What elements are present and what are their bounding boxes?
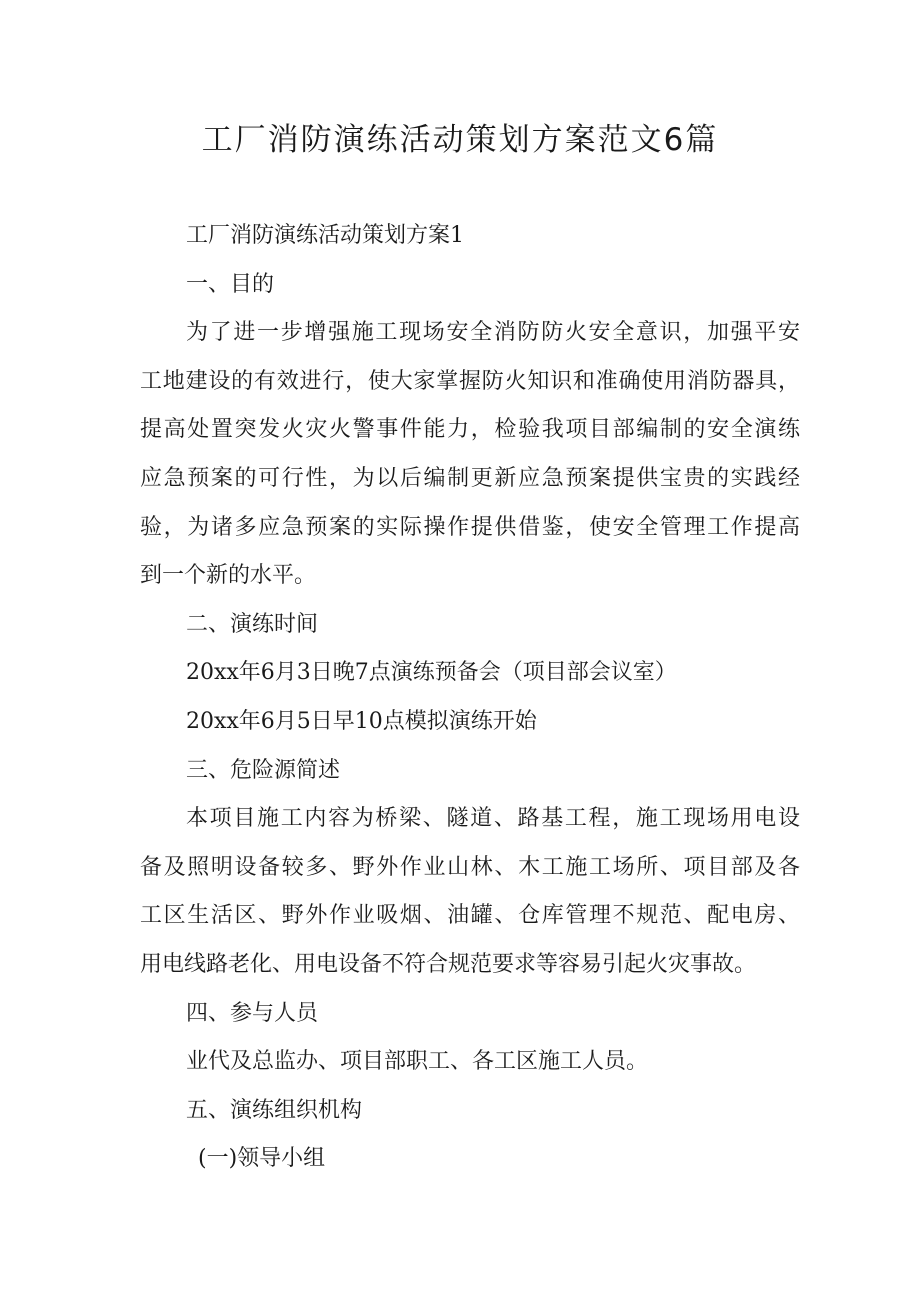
heading-participants: 四、参与人员 (186, 1000, 319, 1026)
paragraph-purpose (140, 309, 800, 601)
subheading-leadership: (一)领导小组 (198, 1146, 326, 1172)
document-body (140, 212, 800, 1184)
participants-text: 业代及总监办、项目部职工、各工区施工人员。 (186, 1049, 649, 1075)
time-item: 20xx年6月5日早10点模拟演练开始 (186, 708, 537, 734)
paragraph-line: 工地建设的有效进行，使大家掌握防火知识和准确使用消防器具， (140, 368, 800, 394)
paragraph-line: 验，为诸多应急预案的实际操作提供借鉴，使安全管理工作提高 (140, 514, 800, 540)
paragraph-line: 备及照明设备较多、野外作业山林、木工施工场所、项目部及各 (140, 854, 800, 880)
heading-hazards: 三、危险源简述 (186, 757, 341, 783)
document-title: 工厂消防演练活动策划方案范文6篇 (201, 122, 719, 158)
paragraph-line: 为了进一步增强施工现场安全消防防火安全意识，加强平安 (186, 320, 800, 346)
paragraph-hazards (140, 795, 800, 989)
paragraph-line: 到一个新的水平。 (140, 563, 317, 589)
heading-time: 二、演练时间 (186, 611, 319, 637)
time-item: 20xx年6月3日晚7点演练预备会（项目部会议室） (186, 660, 677, 686)
paragraph-line: 提高处置突发火灾火警事件能力，检验我项目部编制的安全演练 (140, 417, 800, 443)
paragraph-line: 应急预案的可行性，为以后编制更新应急预案提供宝贵的实践经 (140, 465, 800, 491)
heading-purpose: 一、目的 (186, 271, 275, 297)
paragraph-line: 工区生活区、野外作业吸烟、油罐、仓库管理不规范、配电房、 (140, 903, 800, 929)
paragraph-line: 用电线路老化、用电设备不符合规范要求等容易引起火灾事故。 (140, 951, 757, 977)
section-title: 工厂消防演练活动策划方案1 (186, 223, 464, 248)
heading-organization: 五、演练组织机构 (186, 1097, 363, 1123)
paragraph-line: 本项目施工内容为桥梁、隧道、路基工程，施工现场用电设 (186, 806, 800, 832)
